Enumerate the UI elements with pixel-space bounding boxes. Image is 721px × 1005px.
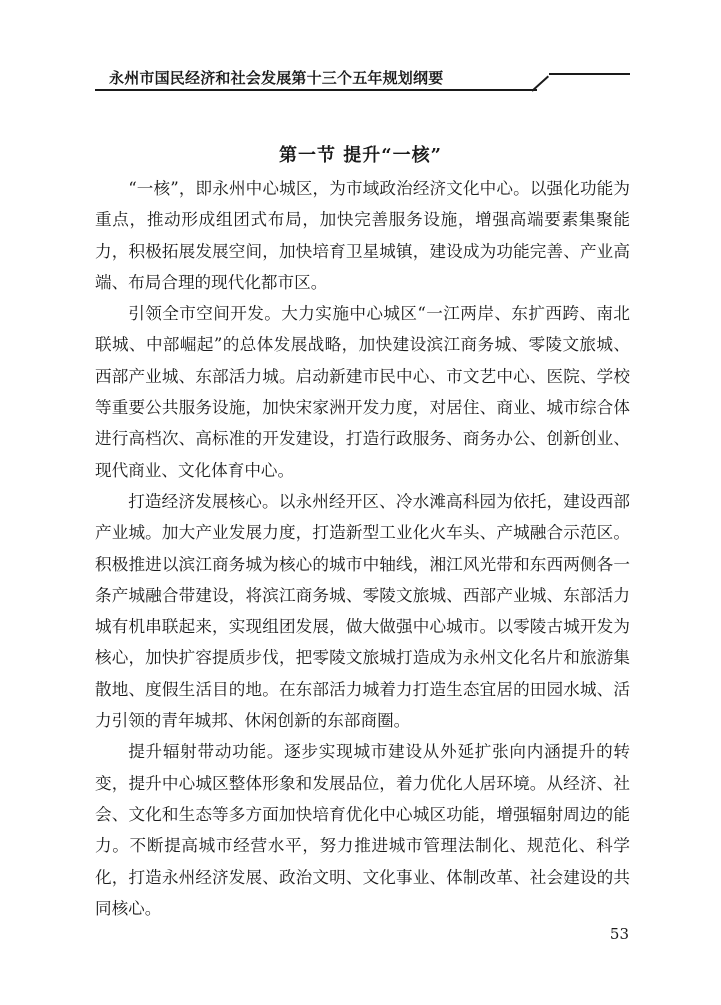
header-rule [95, 89, 537, 91]
section-heading: 第一节 提升“一核” [279, 145, 442, 166]
paragraph: 打造经济发展核心。以永州经开区、冷水滩高科园为依托，建设西部产业城。加大产业发展力度，打造新型工业化火车头、产城融合示范区。积极推进以滨江商务城为核心的城市中轴线，湘江风光带和东西两侧各一条产城融合带建设，将滨江商务城、零陵文旅城、西部产业城、东部活力城有机串联起来，实现组团发展，做大做强中心城市。以零陵古城开发为核心，加快扩容提质步伐，把零陵文旅城打造成为永州文化名片和旅游集散地、度假生活目的地。在东部活力城着力打造生态宜居的田园水城、活力引领的青年城邦、休闲创新的东部商圈。 [95, 491, 630, 731]
running-header [95, 58, 630, 92]
page-number: 53 [609, 925, 629, 943]
running-header-title: 永州市国民经济和社会发展第十三个五年规划纲要 [109, 69, 444, 87]
paragraph: 引领全市空间开发。大力实施中心城区“一江两岸、东扩西跨、南北联城、中部崛起”的总体发展战略，加快建设滨江商务城、零陵文旅城、西部产业城、东部活力城。启动新建市民中心、市文艺中心、医院、学校等重要公共服务设施，加快宋家洲开发力度，对居住、商业、城市综合体进行高档次、高标准的开发建设，打造行政服务、商务办公、创新创业、现代商业、文化体育中心。 [95, 304, 630, 480]
paragraph: 提升辐射带动功能。逐步实现城市建设从外延扩张向内涵提升的转变，提升中心城区整体形象和发展品位，着力优化人居环境。从经济、社会、文化和生态等多方面加快培育优化中心城区功能，增强辐射周边的能力。不断提高城市经营水平，努力推进城市管理法制化、规范化、科学化，打造永州经济发展、政治文明、文化事业、体制改革、社会建设的共同核心。 [95, 742, 630, 918]
paragraph: “一核”，即永州中心城区，为市域政治经济文化中心。以强化功能为重点，推动形成组团式布局，加快完善服务设施，增强高端要素集聚能力，积极拓展发展空间，加快培育卫星城镇，建设成为功能完善、产业高端、布局合理的现代化都市区。 [95, 179, 630, 292]
header-rule-slant [531, 76, 549, 92]
body-text [95, 173, 630, 924]
header-rule-upper [549, 73, 630, 75]
